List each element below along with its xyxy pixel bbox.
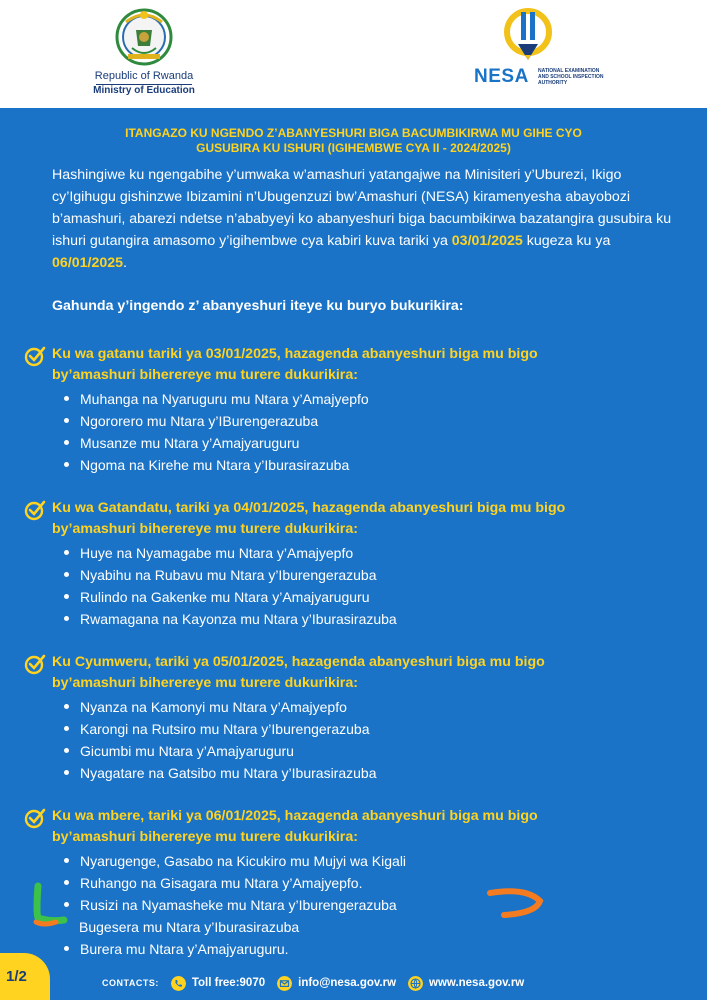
bullet-icon <box>64 858 69 863</box>
list-item-text: Nyagatare na Gatsibo mu Ntara y’Iburasirazuba <box>80 765 377 781</box>
bullet-icon <box>64 418 69 423</box>
bullet-icon <box>64 704 69 709</box>
green-scribble-mark <box>30 882 70 930</box>
list-item <box>24 564 694 586</box>
list-item <box>24 872 694 894</box>
end-date: 06/01/2025 <box>52 255 124 271</box>
bullet-icon <box>64 462 69 467</box>
title-line: GUSUBIRA KU ISHURI (IGIHEMBWE CYA II - 2024/2025) <box>196 141 511 155</box>
list-item <box>24 718 694 740</box>
list-item-text: Karongi na Rutsiro mu Ntara y’Iburengerazuba <box>80 721 370 737</box>
section-heading-line: Ku wa Gatandatu, tariki ya 04/01/2025, hazagenda abanyeshuri biga mu bigo <box>52 500 566 516</box>
check-circle-icon <box>24 807 46 829</box>
list-item-text: Nyarugenge, Gasabo na Kicukiro mu Mujyi wa Kigali <box>80 853 407 869</box>
nesa-sub-line: NATIONAL EXAMINATION <box>538 68 600 74</box>
email-contact <box>277 976 396 991</box>
title-line: ITANGAZO KU NGENDO Z’ABANYESHURI BIGA BACUMBIKIRWA MU GIHE CYO <box>125 126 582 140</box>
list-item-text: Nyabihu na Rubavu mu Ntara y’Iburengerazuba <box>80 567 377 583</box>
bullet-icon <box>64 440 69 445</box>
check-circle-icon <box>24 345 46 367</box>
bullet-icon <box>64 572 69 577</box>
district-list <box>24 850 694 960</box>
website-contact <box>408 976 524 991</box>
list-item-text: Rulindo na Gakenke mu Ntara y’Amajyaruguru <box>80 589 370 605</box>
orange-scribble-mark <box>486 885 548 925</box>
list-item <box>24 454 694 476</box>
list-item <box>24 388 694 410</box>
district-list <box>24 696 694 784</box>
globe-icon <box>408 976 423 991</box>
section-heading-line: Ku wa mbere, tariki ya 06/01/2025, hazagenda abanyeshuri biga mu bigo <box>52 808 538 824</box>
bullet-icon <box>64 946 69 951</box>
list-item-text: Muhanga na Nyaruguru mu Ntara y’Amajyepfo <box>80 391 369 407</box>
list-item <box>24 762 694 784</box>
list-item-text: Rusizi na Nyamasheke mu Ntara y’Iburengerazuba <box>80 897 397 913</box>
section-heading <box>24 652 694 694</box>
section-heading <box>24 344 694 386</box>
schedule-section-friday <box>24 344 694 476</box>
check-circle-icon <box>24 499 46 521</box>
contacts-label: CONTACTS: <box>102 978 159 988</box>
nesa-wordmark: NESA <box>474 66 529 87</box>
bullet-icon <box>64 726 69 731</box>
bullet-icon <box>64 594 69 599</box>
list-item-text: Ruhango na Gisagara mu Ntara y’Amajyepfo. <box>80 875 363 891</box>
section-heading-line: by’amashuri biherereye mu turere dukurikira: <box>52 521 358 537</box>
bullet-icon <box>64 770 69 775</box>
list-item <box>24 740 694 762</box>
email-text: info@nesa.gov.rw <box>298 977 397 989</box>
section-heading-line: by’amashuri biherereye mu turere dukurikira: <box>52 829 358 845</box>
list-item <box>24 542 694 564</box>
list-item <box>24 916 694 938</box>
schedule-subheading: Gahunda y’ingendo z’ abanyeshuri iteye ku buryo bukurikira: <box>52 298 464 314</box>
rwanda-coat-of-arms-logo <box>92 6 196 104</box>
bullet-icon <box>64 396 69 401</box>
page-number-badge <box>0 953 50 1000</box>
schedule-section-monday <box>24 806 694 960</box>
nesa-sub-line: AUTHORITY <box>538 80 568 86</box>
bullet-icon <box>64 616 69 621</box>
list-item <box>24 586 694 608</box>
ministry-line: Ministry of Education <box>93 85 195 96</box>
contacts-bar <box>102 973 536 993</box>
district-list <box>24 542 694 630</box>
section-heading <box>24 806 694 848</box>
schedule-section-saturday <box>24 498 694 630</box>
list-item <box>24 410 694 432</box>
list-item-text: Musanze mu Ntara y’Amajyaruguru <box>80 435 300 451</box>
website-text: www.nesa.gov.rw <box>429 977 525 989</box>
list-item-text: Huye na Nyamagabe mu Ntara y’Amajyepfo <box>80 545 354 561</box>
list-item-text: Ngoma na Kirehe mu Ntara y’Iburasirazuba <box>80 457 350 473</box>
mail-icon <box>277 976 292 991</box>
list-item <box>24 938 694 960</box>
phone-icon <box>171 976 186 991</box>
section-heading-line: by’amashuri biherereye mu turere dukurikira: <box>52 675 358 691</box>
section-heading-line: Ku wa gatanu tariki ya 03/01/2025, hazagenda abanyeshuri biga mu bigo <box>52 346 538 362</box>
district-list <box>24 388 694 476</box>
list-item <box>24 608 694 630</box>
list-item-text: Bugesera mu Ntara y’Iburasirazuba <box>79 919 300 935</box>
header <box>0 0 707 108</box>
list-item <box>24 696 694 718</box>
intro-paragraph <box>52 164 682 274</box>
nesa-logo <box>470 8 620 98</box>
list-item-text: Nyanza na Kamonyi mu Ntara y’Amajyepfo <box>80 699 347 715</box>
schedule-section-sunday <box>24 652 694 784</box>
section-heading-line: Ku Cyumweru, tariki ya 05/01/2025, hazagenda abanyeshuri biga mu bigo <box>52 654 545 670</box>
announcement-title <box>30 126 677 156</box>
phone-contact <box>171 976 265 991</box>
nesa-sub-line: AND SCHOOL INSPECTION <box>538 74 604 80</box>
check-circle-icon <box>24 653 46 675</box>
list-item <box>24 894 694 916</box>
list-item <box>24 850 694 872</box>
section-heading-line: by’amashuri biherereye mu turere dukurikira: <box>52 367 358 383</box>
pencil-icon <box>470 8 620 68</box>
bullet-icon <box>64 550 69 555</box>
list-item-text: Rwamagana na Kayonza mu Ntara y’Iburasirazuba <box>80 611 397 627</box>
rwanda-emblem-icon <box>114 6 174 68</box>
section-heading <box>24 498 694 540</box>
phone-text: Toll free:9070 <box>191 977 266 989</box>
nesa-subtitle <box>538 68 618 86</box>
bullet-icon <box>64 748 69 753</box>
intro-text: . <box>123 255 127 271</box>
intro-text: Hashingiwe ku ngengabihe y’umwaka w’amashuri yatangajwe na Minisiteri y’Uburezi, Ikigo cy’Igihugu gishinzwe Ibizamini n’Ubugenzuzi bw’Amashuri (NESA) kiramenyesha abayobozi b’amashuri, abarezi ndetse n’ababyeyi ko abanyeshuri biga bacumbikirwa bazatangira gusubira ku ishuri gutangira amasomo y’igihembwe cya kabiri kuva tariki ya <box>52 167 672 249</box>
rwanda-line1: Republic of Rwanda <box>94 70 194 82</box>
start-date: 03/01/2025 <box>451 233 523 249</box>
list-item-text: Ngororero mu Ntara y’IBurengerazuba <box>80 413 319 429</box>
list-item-text: Gicumbi mu Ntara y’Amajyaruguru <box>80 743 294 759</box>
page-number: 1/2 <box>6 968 27 985</box>
list-item <box>24 432 694 454</box>
list-item-text: Burera mu Ntara y’Amajyaruguru. <box>80 941 289 957</box>
intro-text: kugeza ku ya <box>526 233 611 249</box>
